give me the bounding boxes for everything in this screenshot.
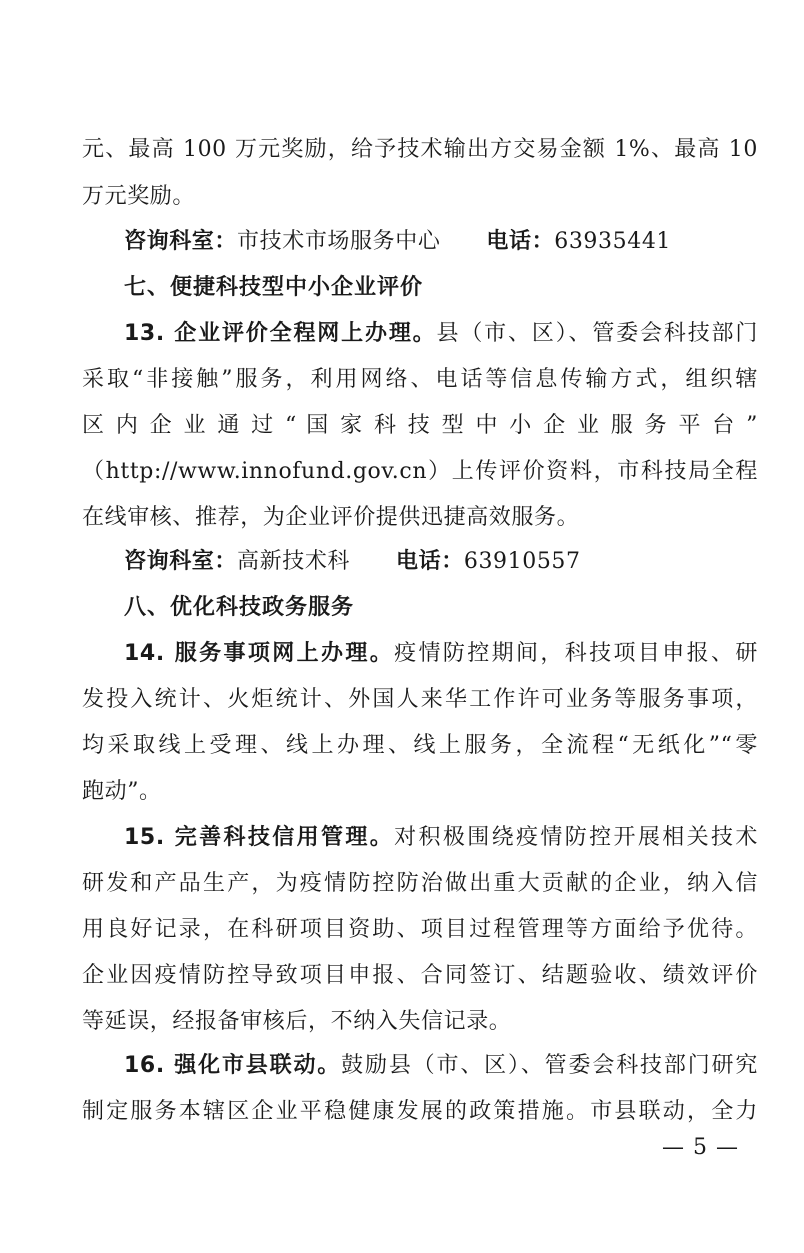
text-line: 用良好记录，在科研项目资助、项目过程管理等方面给予优待。 bbox=[82, 917, 758, 942]
phone-label: 电话： bbox=[396, 549, 464, 574]
contact-label: 咨询科室： bbox=[124, 549, 238, 574]
phone-label: 电话： bbox=[486, 229, 555, 254]
page-number: — 5 — bbox=[662, 1135, 739, 1160]
paragraph-first-line bbox=[124, 818, 758, 858]
text-span: 疫情防控期间，科技项目申报、研 bbox=[394, 641, 758, 666]
paragraph-first-line bbox=[124, 1046, 758, 1086]
text-line: 制定服务本辖区企业平稳健康发展的政策措施。市县联动，全力 bbox=[82, 1099, 758, 1124]
text-line: 采取“非接触”服务，利用网络、电话等信息传输方式，组织辖 bbox=[82, 367, 758, 392]
phone-number: 63935441 bbox=[554, 229, 672, 254]
text-line: （http://www.innofund.gov.cn）上传评价资料，市科技局全程 bbox=[82, 459, 758, 484]
paragraph-first-line bbox=[124, 634, 758, 674]
text-line: 区 内 企 业 通 过 “ 国 家 科 技 型 中 小 企 业 服 务 平 台 ” bbox=[82, 413, 758, 438]
contact-line bbox=[124, 222, 758, 262]
text-line: 元、最高 100 万元奖励，给予技术输出方交易金额 1%、最高 10 bbox=[82, 137, 758, 162]
text-line: 等延误，经报备审核后，不纳入失信记录。 bbox=[82, 1009, 512, 1034]
phone-number: 63910557 bbox=[463, 549, 581, 574]
section-heading: 八、优化科技政务服务 bbox=[124, 595, 355, 620]
contact-dept: 市技术市场服务中心 bbox=[237, 229, 441, 254]
text-line: 发投入统计、火炬统计、外国人来华工作许可业务等服务事项， bbox=[82, 687, 758, 712]
section-heading: 七、便捷科技型中小企业评价 bbox=[124, 275, 424, 300]
text-line: 研发和产品生产，为疫情防控防治做出重大贡献的企业，纳入信 bbox=[82, 871, 758, 896]
text-span: 鼓励县（市、区）、管委会科技部门研究 bbox=[341, 1053, 758, 1078]
contact-label: 咨询科室： bbox=[124, 229, 238, 254]
text-line: 跑动”。 bbox=[82, 779, 162, 804]
text-span: 县（市、区）、管委会科技部门 bbox=[436, 321, 758, 346]
contact-line bbox=[124, 542, 758, 582]
item-title: 14. 服务事项网上办理。 bbox=[124, 641, 395, 666]
text-span: 对积极围绕疫情防控开展相关技术 bbox=[394, 825, 758, 850]
text-line: 在线审核、推荐，为企业评价提供迅捷高效服务。 bbox=[82, 505, 580, 530]
contact-dept: 高新技术科 bbox=[237, 549, 351, 574]
item-title: 15. 完善科技信用管理。 bbox=[124, 825, 395, 850]
paragraph-first-line bbox=[124, 314, 758, 354]
text-line: 万元奖励。 bbox=[82, 184, 196, 209]
item-title: 16. 强化市县联动。 bbox=[124, 1053, 342, 1078]
item-title: 13. 企业评价全程网上办理。 bbox=[124, 321, 437, 346]
text-line: 均采取线上受理、线上办理、线上服务，全流程“无纸化”“零 bbox=[82, 733, 758, 758]
text-line: 企业因疫情防控导致项目申报、合同签订、结题验收、绩效评价 bbox=[82, 963, 758, 988]
